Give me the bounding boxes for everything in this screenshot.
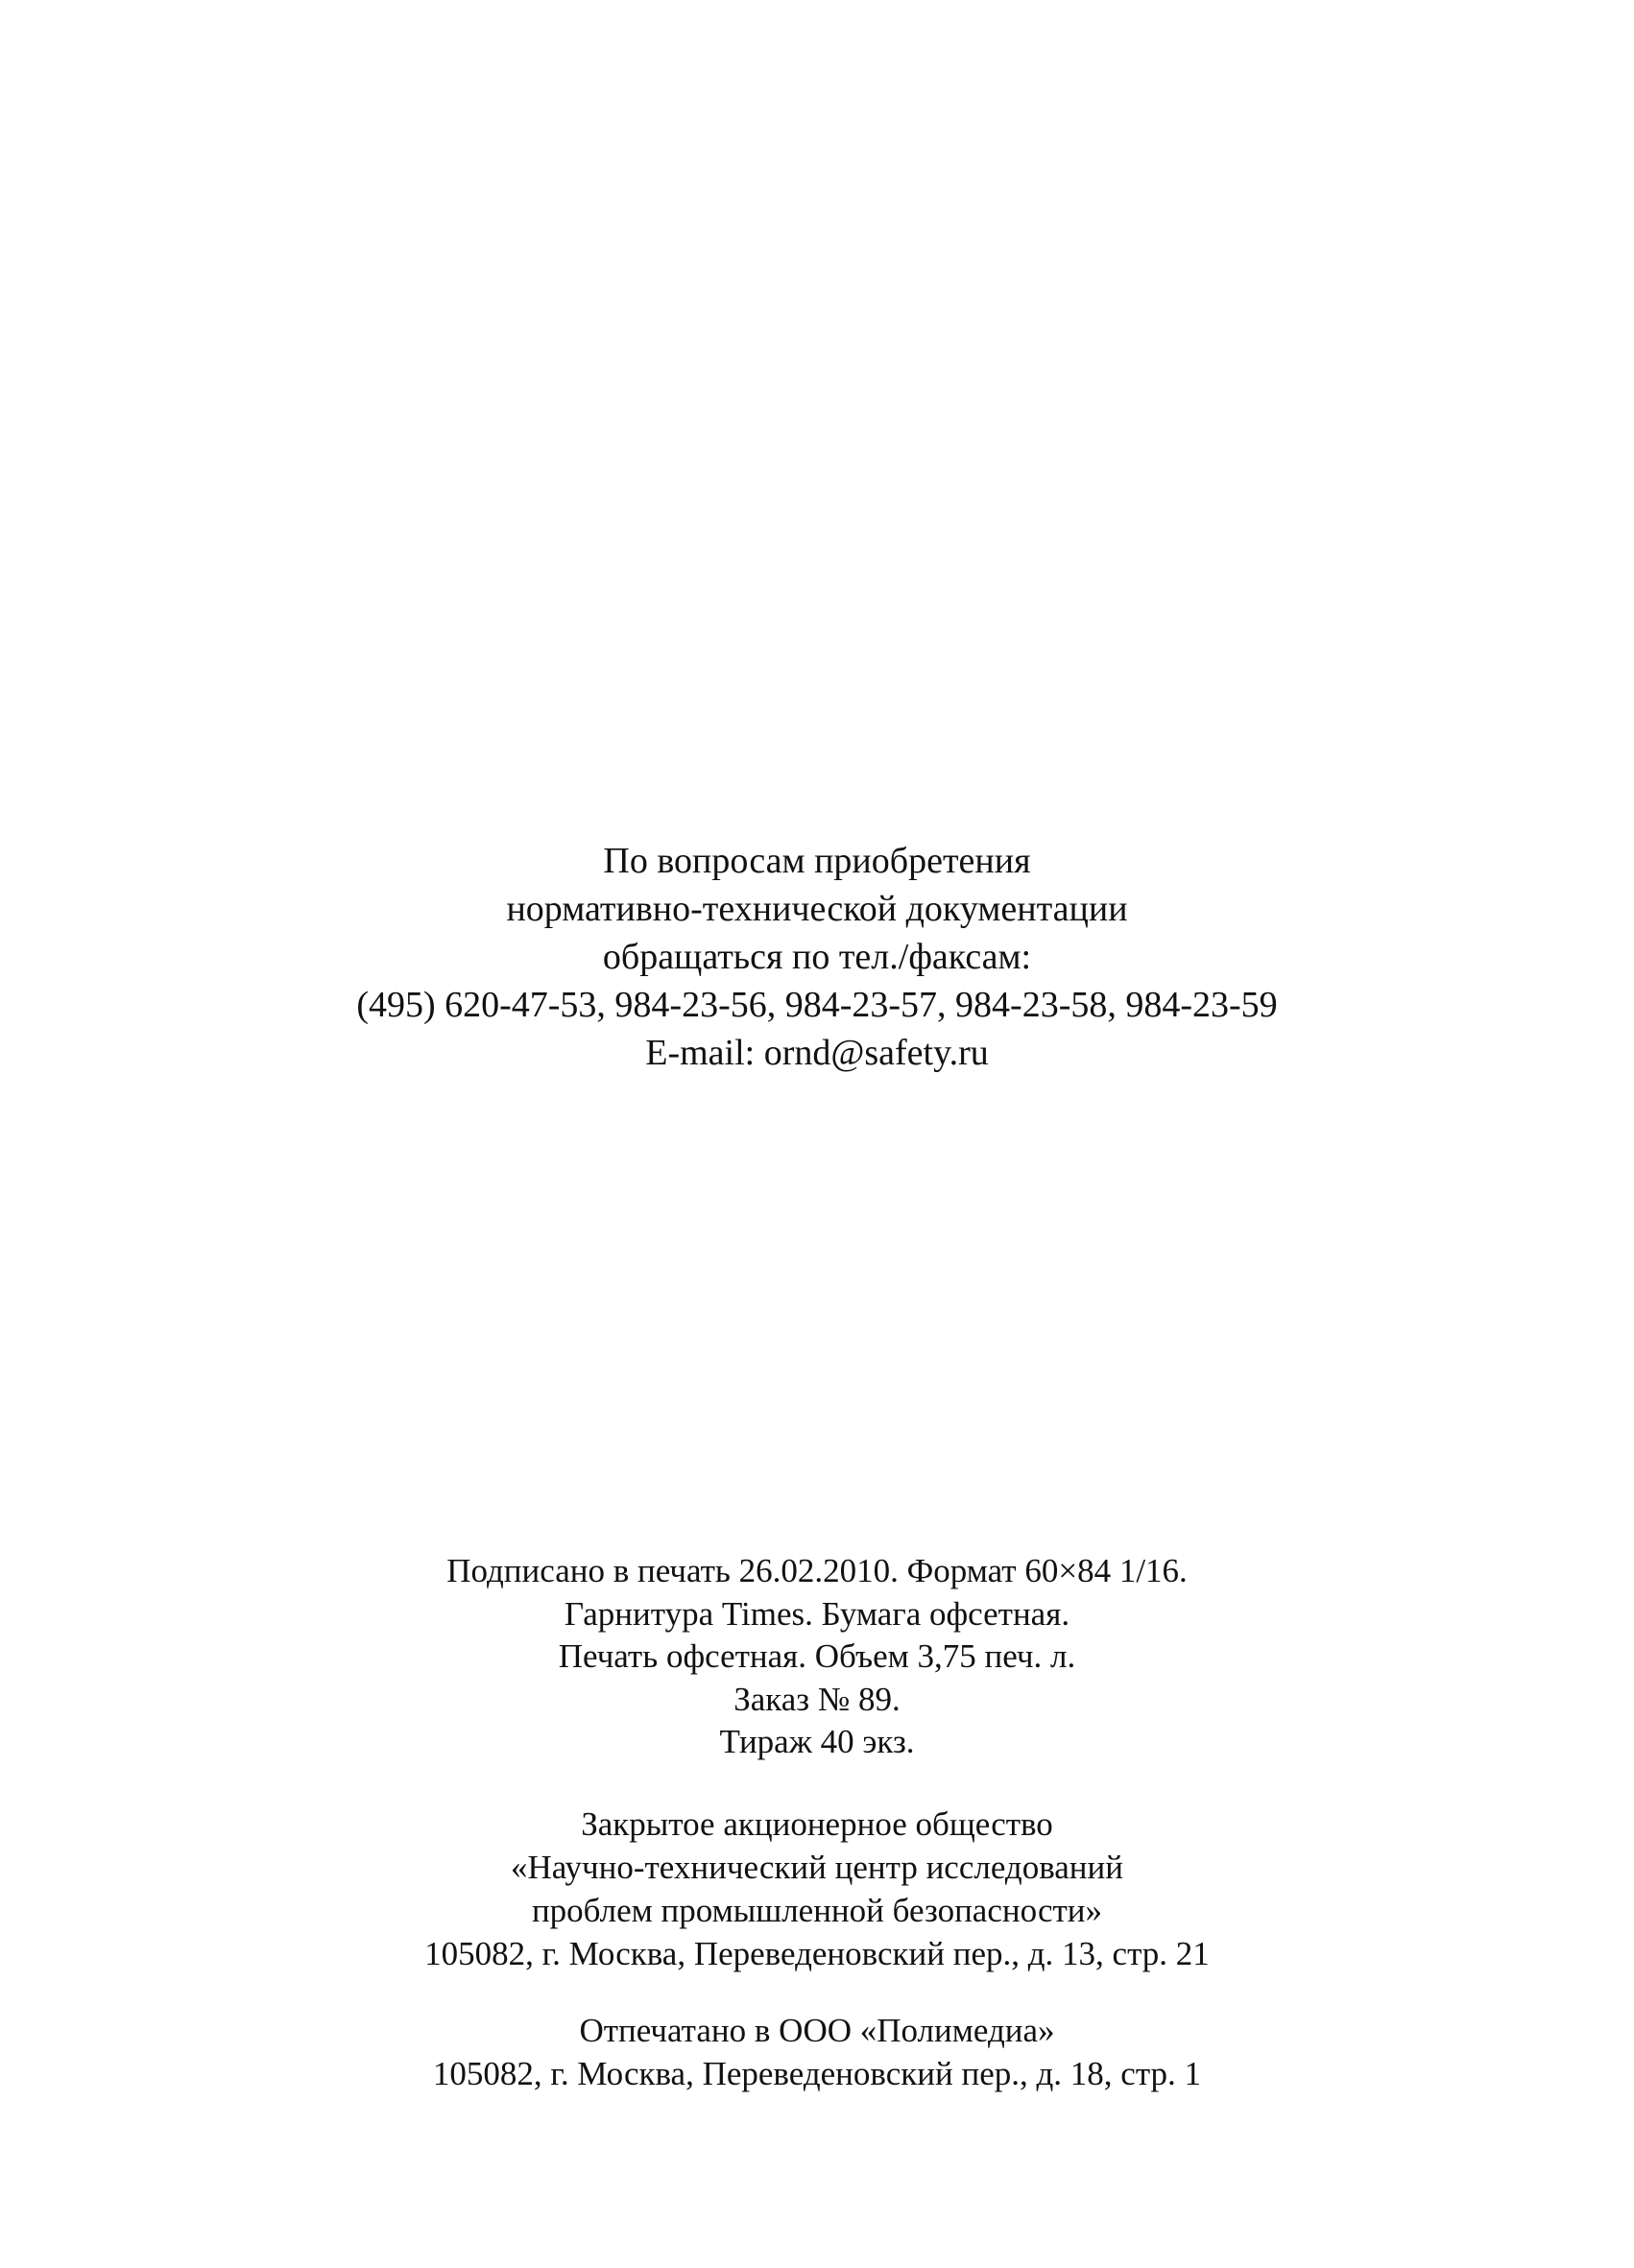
printer-block: [0, 2009, 1634, 2095]
imprint-print: Печать офсетная. Объем 3,75 печ. л.: [558, 1637, 1076, 1675]
organization-block: [0, 1802, 1634, 1975]
organization-line-1: Закрытое акционерное общество: [581, 1805, 1053, 1843]
imprint-run: Тираж 40 экз.: [719, 1723, 915, 1760]
organization-line-3: проблем промышленной безопасности»: [531, 1892, 1103, 1929]
contacts-line-3: обращаться по тел./факсам:: [602, 937, 1032, 977]
organization-line-2: «Научно-технический центр исследований: [510, 1849, 1123, 1886]
contacts-email: E-mail: ornd@safety.ru: [645, 1033, 989, 1073]
contacts-block: [0, 837, 1634, 1077]
contacts-line-2: нормативно-технической документации: [506, 889, 1128, 929]
contacts-line-1: По вопросам приобретения: [603, 841, 1031, 881]
printer-address: 105082, г. Москва, Переведеновский пер., д. 18, стр. 1: [432, 2055, 1202, 2092]
organization-address: 105082, г. Москва, Переведеновский пер., д. 13, стр. 21: [424, 1935, 1210, 1972]
imprint-block: [0, 1550, 1634, 1764]
contacts-phones: (495) 620-47-53, 984-23-56, 984-23-57, 984-23-58, 984-23-59: [356, 985, 1278, 1025]
printer-line-1: Отпечатано в ООО «Полимедиа»: [579, 2012, 1055, 2049]
imprint-signed: Подписано в печать 26.02.2010. Формат 60×84 1/16.: [446, 1552, 1188, 1589]
imprint-order: Заказ № 89.: [733, 1680, 901, 1718]
imprint-typeface: Гарнитура Times. Бумага офсетная.: [564, 1594, 1070, 1633]
